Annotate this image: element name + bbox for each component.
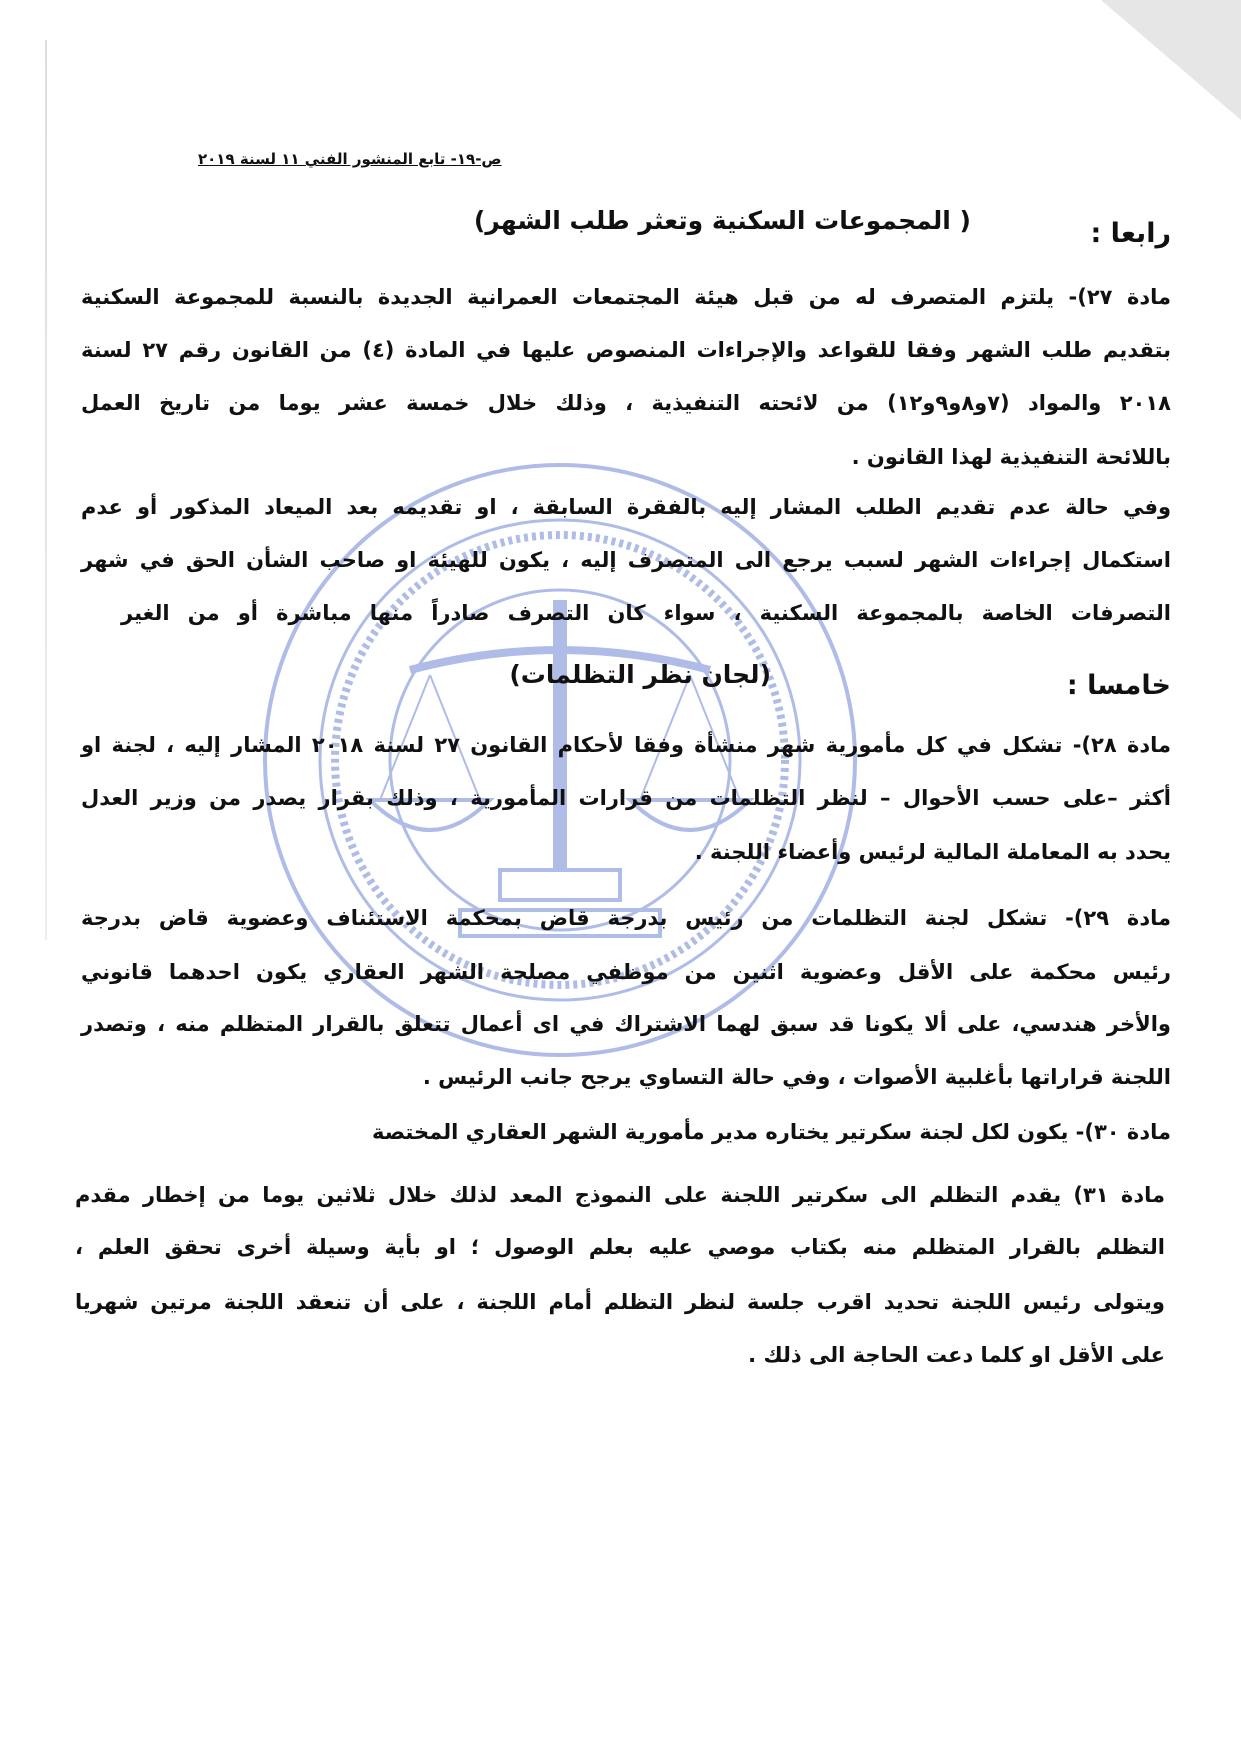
article-27-line: ٢٠١٨ والمواد (٧و٨و٩و١٢) من لائحته التنفيذية ، وذلك خلال خمسة عشر يوما من تاريخ العمل xyxy=(81,391,1172,415)
scan-corner-fold xyxy=(1101,0,1241,120)
article-29-line: والأخر هندسي، على ألا يكونا قد سبق لهما الاشتراك في اى أعمال تتعلق بالقرار المتظلم منه ، وتصدر xyxy=(81,1012,1171,1036)
article-31-line: مادة ٣١) يقدم التظلم الى سكرتير اللجنة على النموذج المعد لذلك خلال ثلاثين يوما من إخطار مقدم xyxy=(75,1183,1165,1207)
section-4-title: ( المجموعات السكنية وتعثر طلب الشهر) xyxy=(473,206,971,235)
article-30-line: مادة ٣٠)- يكون لكل لجنة سكرتير يختاره مدير مأمورية الشهر العقاري المختصة xyxy=(371,1120,1171,1144)
article-31-line: ويتولى رئيس اللجنة تحديد اقرب جلسة لنظر التظلم أمام اللجنة ، على أن تنعقد اللجنة مرتين شهريا xyxy=(75,1290,1165,1314)
article-29-line: رئيس محكمة على الأقل وعضوية اثنين من موظفي مصلحة الشهر العقاري يكون احدهما قانوني xyxy=(81,960,1171,984)
paragraph-line: وفي حالة عدم تقديم الطلب المشار إليه بالفقرة السابقة ، او تقديمه بعد الميعاد المذكور أو عدم xyxy=(81,495,1171,519)
scan-edge xyxy=(45,40,47,940)
article-27-line: بتقديم طلب الشهر وفقا للقواعد والإجراءات المنصوص عليها في المادة (٤) من القانون رقم ٢٧ لسنة xyxy=(81,338,1172,362)
article-27-line: مادة ٢٧)- يلتزم المتصرف له من قبل هيئة المجتمعات العمرانية الجديدة بالنسبة للمجموعة السكنية xyxy=(81,285,1171,309)
section-5-label: خامسا : xyxy=(1066,670,1171,701)
article-28-line: مادة ٢٨)- تشكل في كل مأمورية شهر منشأة وفقا لأحكام القانون ٢٧ لسنة ٢٠١٨ المشار إليه ، لجنة او xyxy=(81,733,1172,757)
section-5-title: (لجان نظر التظلمات) xyxy=(509,660,771,689)
article-28-line: يحدد به المعاملة المالية لرئيس وأعضاء اللجنة . xyxy=(694,840,1171,864)
section-4-label: رابعا : xyxy=(1090,218,1171,249)
article-29-line: مادة ٢٩)- تشكل لجنة التظلمات من رئيس بدرجة قاض بمحكمة الاستئناف وعضوية قاض بدرجة xyxy=(81,906,1171,930)
paragraph-line: التصرفات الخاصة بالمجموعة السكنية ، سواء كان التصرف صادراً منها مباشرة أو من الغير xyxy=(121,601,1171,625)
article-29-line: اللجنة قراراتها بأغلبية الأصوات ، وفي حالة التساوي يرجح جانب الرئيس . xyxy=(422,1065,1171,1089)
paragraph-line: استكمال إجراءات الشهر لسبب يرجع الى المتصرف إليه ، يكون للهيئة او صاحب الشأن الحق في شهر xyxy=(81,548,1171,572)
article-28-line: أكثر –على حسب الأحوال – لنظر التظلمات من قرارات المأمورية ، وذلك بقرار يصدر من وزير العدل xyxy=(81,786,1171,810)
article-27-line: باللائحة التنفيذية لهذا القانون . xyxy=(851,445,1171,469)
article-31-line: على الأقل او كلما دعت الحاجة الى ذلك . xyxy=(748,1343,1165,1367)
article-31-line: التظلم بالقرار المتظلم منه بكتاب موصي عليه بعلم الوصول ؛ او بأية وسيلة أخرى تحقق العلم ، xyxy=(75,1235,1165,1259)
page-header: ص-١٩- تابع المنشور الفني ١١ لسنة ٢٠١٩ xyxy=(198,150,502,168)
